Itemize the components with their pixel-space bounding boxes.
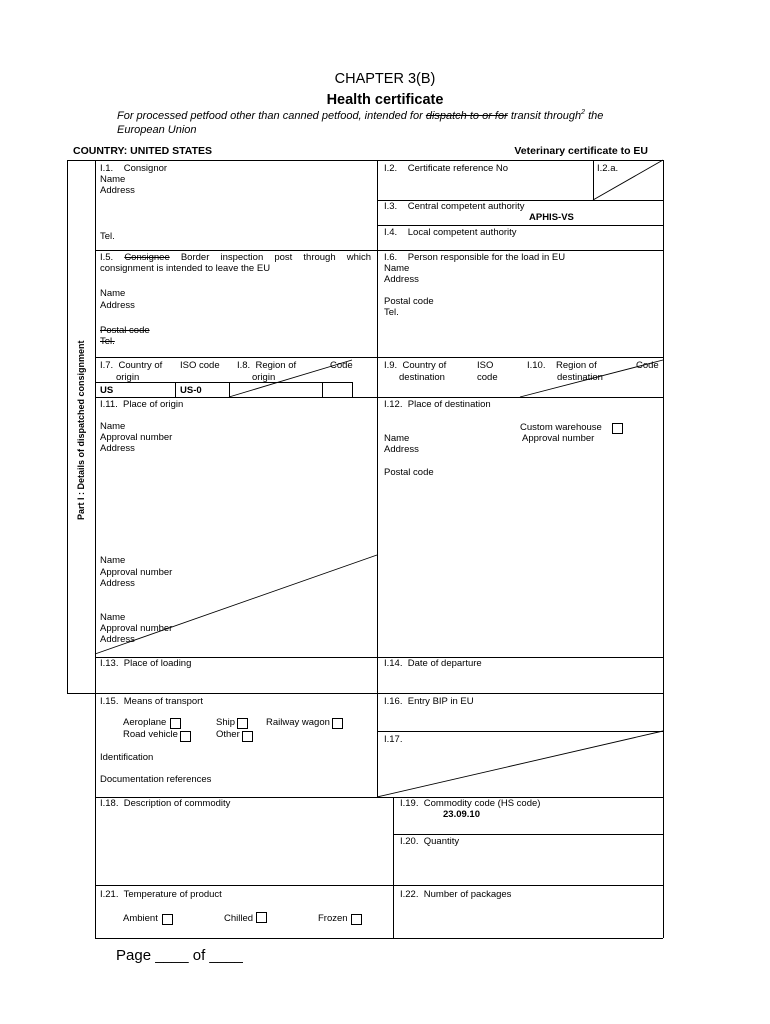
region-of-origin-label: I.8. Region of bbox=[237, 360, 297, 371]
bip-tel-label: Tel. bbox=[100, 336, 115, 347]
frozen-label: Frozen bbox=[318, 913, 348, 924]
ship-label: Ship bbox=[216, 717, 236, 728]
page-number-footer: Page ____ of ____ bbox=[116, 947, 243, 964]
ambient-label: Ambient bbox=[123, 913, 158, 924]
destination-iso-label: ISO bbox=[477, 360, 494, 371]
field-number: I.5. bbox=[100, 252, 114, 263]
footnote-marker: 2 bbox=[581, 109, 586, 116]
aeroplane-label: Aeroplane bbox=[123, 717, 167, 728]
railway-wagon-label: Railway wagon bbox=[266, 717, 330, 728]
origin-name-label: Name bbox=[100, 612, 126, 623]
bip-postal-code-label: Postal code bbox=[100, 325, 150, 336]
destination-iso-label-line2: code bbox=[477, 372, 498, 383]
documentation-references-label: Documentation references bbox=[100, 774, 212, 785]
road-vehicle-label: Road vehicle bbox=[123, 729, 178, 740]
origin-name-label: Name bbox=[100, 421, 126, 432]
border-inspection-post-label bbox=[100, 252, 371, 274]
origin-approval-label: Approval number bbox=[100, 623, 173, 634]
origin-address-label: Address bbox=[100, 634, 135, 645]
custom-warehouse-label: Custom warehouse bbox=[520, 422, 602, 433]
origin-address-label: Address bbox=[100, 443, 135, 454]
subtitle-text: transit through bbox=[507, 110, 582, 122]
origin-iso-code-label: ISO code bbox=[180, 360, 220, 371]
means-of-transport-label: I.15. Means of transport bbox=[100, 696, 203, 707]
region-of-destination-label: I.10. Region of bbox=[527, 360, 597, 371]
place-of-destination-label: I.12. Place of destination bbox=[384, 399, 491, 410]
country-of-origin-label-line2: origin bbox=[116, 372, 140, 383]
origin-approval-label: Approval number bbox=[100, 567, 173, 578]
place-of-loading-label: I.13. Place of loading bbox=[100, 658, 192, 669]
bip-address-label: Address bbox=[100, 300, 135, 311]
ship-checkbox[interactable] bbox=[237, 718, 248, 729]
i17-label: I.17. bbox=[384, 734, 403, 745]
subtitle-text: For processed petfood other than canned petfood, intended for bbox=[117, 110, 426, 122]
country-of-destination-label: I.9. Country of bbox=[384, 360, 447, 371]
other-transport-checkbox[interactable] bbox=[242, 731, 253, 742]
country-of-origin-value: US bbox=[100, 385, 114, 396]
temperature-of-product-label: I.21. Temperature of product bbox=[100, 889, 222, 900]
chilled-label: Chilled bbox=[224, 913, 254, 924]
railway-wagon-checkbox[interactable] bbox=[332, 718, 343, 729]
commodity-code-label: I.19. Commodity code (HS code) bbox=[400, 798, 541, 809]
consignor-label: I.1. Consignor bbox=[100, 163, 168, 174]
other-transport-label: Other bbox=[216, 729, 240, 740]
region-of-origin-code-label: Code bbox=[330, 360, 353, 371]
subtitle-struck-text: dispatch to or for bbox=[425, 110, 508, 122]
certificate-title: Health certificate bbox=[326, 92, 444, 108]
certificate-reference-sub-label: I.2.a. bbox=[597, 163, 619, 174]
region-of-destination-code-label: Code bbox=[636, 360, 659, 371]
region-of-origin-label-line2: origin bbox=[252, 372, 276, 383]
origin-iso-code-value: US-0 bbox=[180, 385, 202, 396]
i17-strike bbox=[377, 731, 663, 797]
bip-name-label: Name bbox=[100, 288, 126, 299]
aeroplane-checkbox[interactable] bbox=[170, 718, 181, 729]
certificate-reference-label: I.2. Certificate reference No bbox=[384, 163, 509, 174]
quantity-label: I.20. Quantity bbox=[400, 836, 460, 847]
consignee-struck-text: Consignee bbox=[124, 252, 170, 263]
description-of-commodity-label: I.18. Description of commodity bbox=[100, 798, 231, 809]
consignor-name-label: Name bbox=[100, 174, 126, 185]
person-responsible-name-label: Name bbox=[384, 263, 410, 274]
chilled-checkbox[interactable] bbox=[256, 912, 267, 923]
consignor-address-label: Address bbox=[100, 185, 135, 196]
certificate-subtitle bbox=[117, 110, 603, 123]
central-authority-label: I.3. Central competent authority bbox=[384, 201, 525, 212]
number-of-packages-label: I.22. Number of packages bbox=[400, 889, 512, 900]
consignor-tel-label: Tel. bbox=[100, 231, 115, 242]
origin-approval-label: Approval number bbox=[100, 432, 173, 443]
local-authority-label: I.4. Local competent authority bbox=[384, 227, 517, 238]
person-responsible-label: I.6. Person responsible for the load in EU bbox=[384, 252, 566, 263]
certificate-subtitle-line2: European Union bbox=[117, 124, 197, 136]
origin-name-label: Name bbox=[100, 555, 126, 566]
country-of-origin-label: I.7. Country of bbox=[100, 360, 163, 371]
identification-label: Identification bbox=[100, 752, 154, 763]
subtitle-text: the bbox=[585, 110, 604, 122]
chapter-heading: CHAPTER 3(B) bbox=[334, 71, 436, 87]
date-of-departure-label: I.14. Date of departure bbox=[384, 658, 482, 669]
destination-address-label: Address bbox=[384, 444, 419, 455]
entry-bip-label: I.16. Entry BIP in EU bbox=[384, 696, 474, 707]
person-responsible-postal-code-label: Postal code bbox=[384, 296, 434, 307]
commodity-code-value: 23.09.10 bbox=[443, 809, 480, 820]
destination-name-label: Name bbox=[384, 433, 410, 444]
road-vehicle-checkbox[interactable] bbox=[180, 731, 191, 742]
ambient-checkbox[interactable] bbox=[162, 914, 173, 925]
origin-address-label: Address bbox=[100, 578, 135, 589]
country-of-destination-label-line2: destination bbox=[399, 372, 445, 383]
region-of-destination-label-line2: destination bbox=[557, 372, 603, 383]
frozen-checkbox[interactable] bbox=[351, 914, 362, 925]
border-inspection-post-text: Border inspection post through which consignment is intended to leave the EU bbox=[100, 252, 372, 274]
certificate-type-label: Veterinary certificate to EU bbox=[514, 145, 648, 157]
country-label: COUNTRY: UNITED STATES bbox=[73, 145, 213, 157]
person-responsible-address-label: Address bbox=[384, 274, 419, 285]
central-authority-value: APHIS-VS bbox=[529, 212, 574, 223]
person-responsible-tel-label: Tel. bbox=[384, 307, 399, 318]
destination-approval-label: Approval number bbox=[522, 433, 595, 444]
place-of-origin-label: I.11. Place of origin bbox=[100, 399, 184, 410]
custom-warehouse-checkbox[interactable] bbox=[612, 423, 623, 434]
destination-postal-code-label: Postal code bbox=[384, 467, 434, 478]
part-i-label: Part I : Details of dispatched consignment bbox=[76, 340, 86, 520]
